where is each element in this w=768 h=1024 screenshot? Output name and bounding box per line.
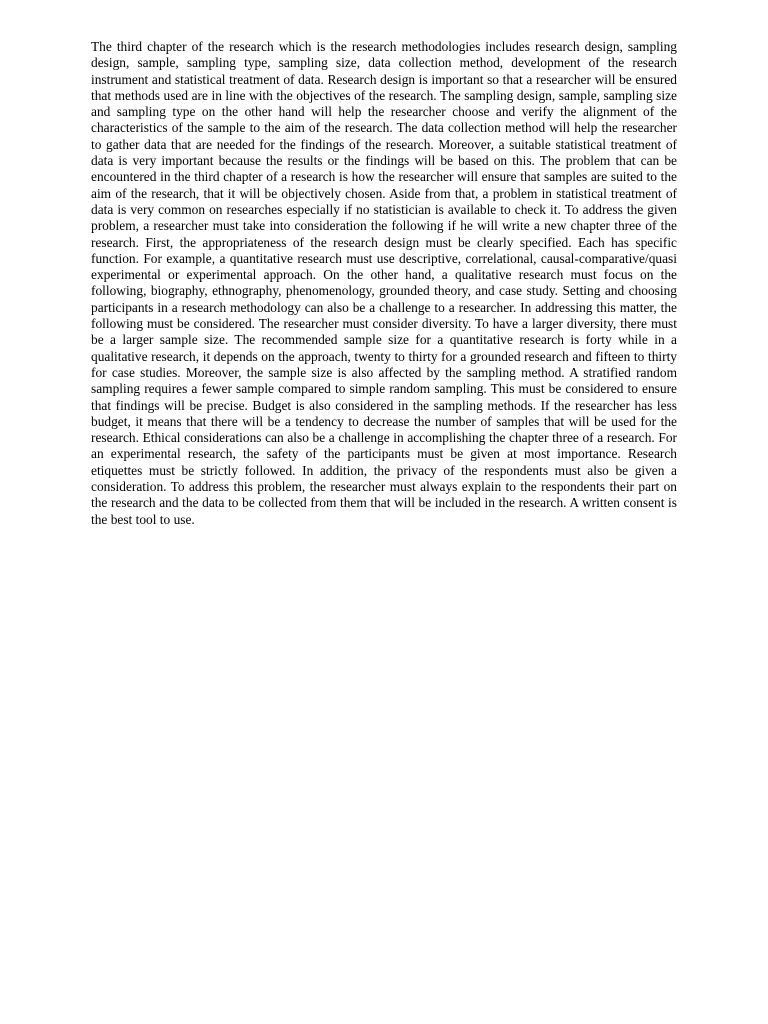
body-paragraph: The third chapter of the research which is the research methodologies includes research design, sampling design, sample, sampling type, sampling size, data collection method, development of the research instrument and statistical treatment of data. Research design is important so that a researcher will be ensured that methods used are in line with the objectives of the research. The sampling design, sample, sampling size and sampling type on the other hand will help the researcher choose and verify the alignment of the characteristics of the sample to the aim of the research. The data collection method will help the researcher to gather data that are needed for the findings of the research. Moreover, a suitable statistical treatment of data is very important because the results or the findings will be based on this. The problem that can be encountered in the third chapter of a research is how the researcher will ensure that samples are suited to the aim of the research, that it will be objectively chosen. Aside from that, a problem in statistical treatment of data is very common on researches especially if no statistician is available to check it. To address the given problem, a researcher must take into consideration the following if he will write a new chapter three of the research. First, the appropriateness of the research design must be clearly specified. Each has specific function. For example, a quantitative research must use descriptive, correlational, causal-comparative/quasi experimental or experimental approach. On the other hand, a qualitative research must focus on the following, biography, ethnography, phenomenology, grounded theory, and case study. Setting and choosing participants in a research methodology can also be a challenge to a researcher. In addressing this matter, the following must be considered. The researcher must consider diversity. To have a larger diversity, there must be a larger sample size. The recommended sample size for a quantitative research is forty while in a qualitative research, it depends on the approach, twenty to thirty for a grounded research and fifteen to thirty for case studies. Moreover, the sample size is also affected by the sampling method. A stratified random sampling requires a fewer sample compared to simple random sampling. This must be considered to ensure that findings will be precise. Budget is also considered in the sampling methods. If the researcher has less budget, it means that there will be a tendency to decrease the number of samples that will be used for the research. Ethical considerations can also be a challenge in accomplishing the chapter three of a research. For an experimental research, the safety of the participants must be given at most importance. Research etiquettes must be strictly followed. In addition, the privacy of the respondents must also be given a consideration. To address this problem, the researcher must always explain to the respondents their part on the research and the data to be collected from them that will be included in the research. A written consent is the best tool to use. bbox=[91, 39, 677, 527]
